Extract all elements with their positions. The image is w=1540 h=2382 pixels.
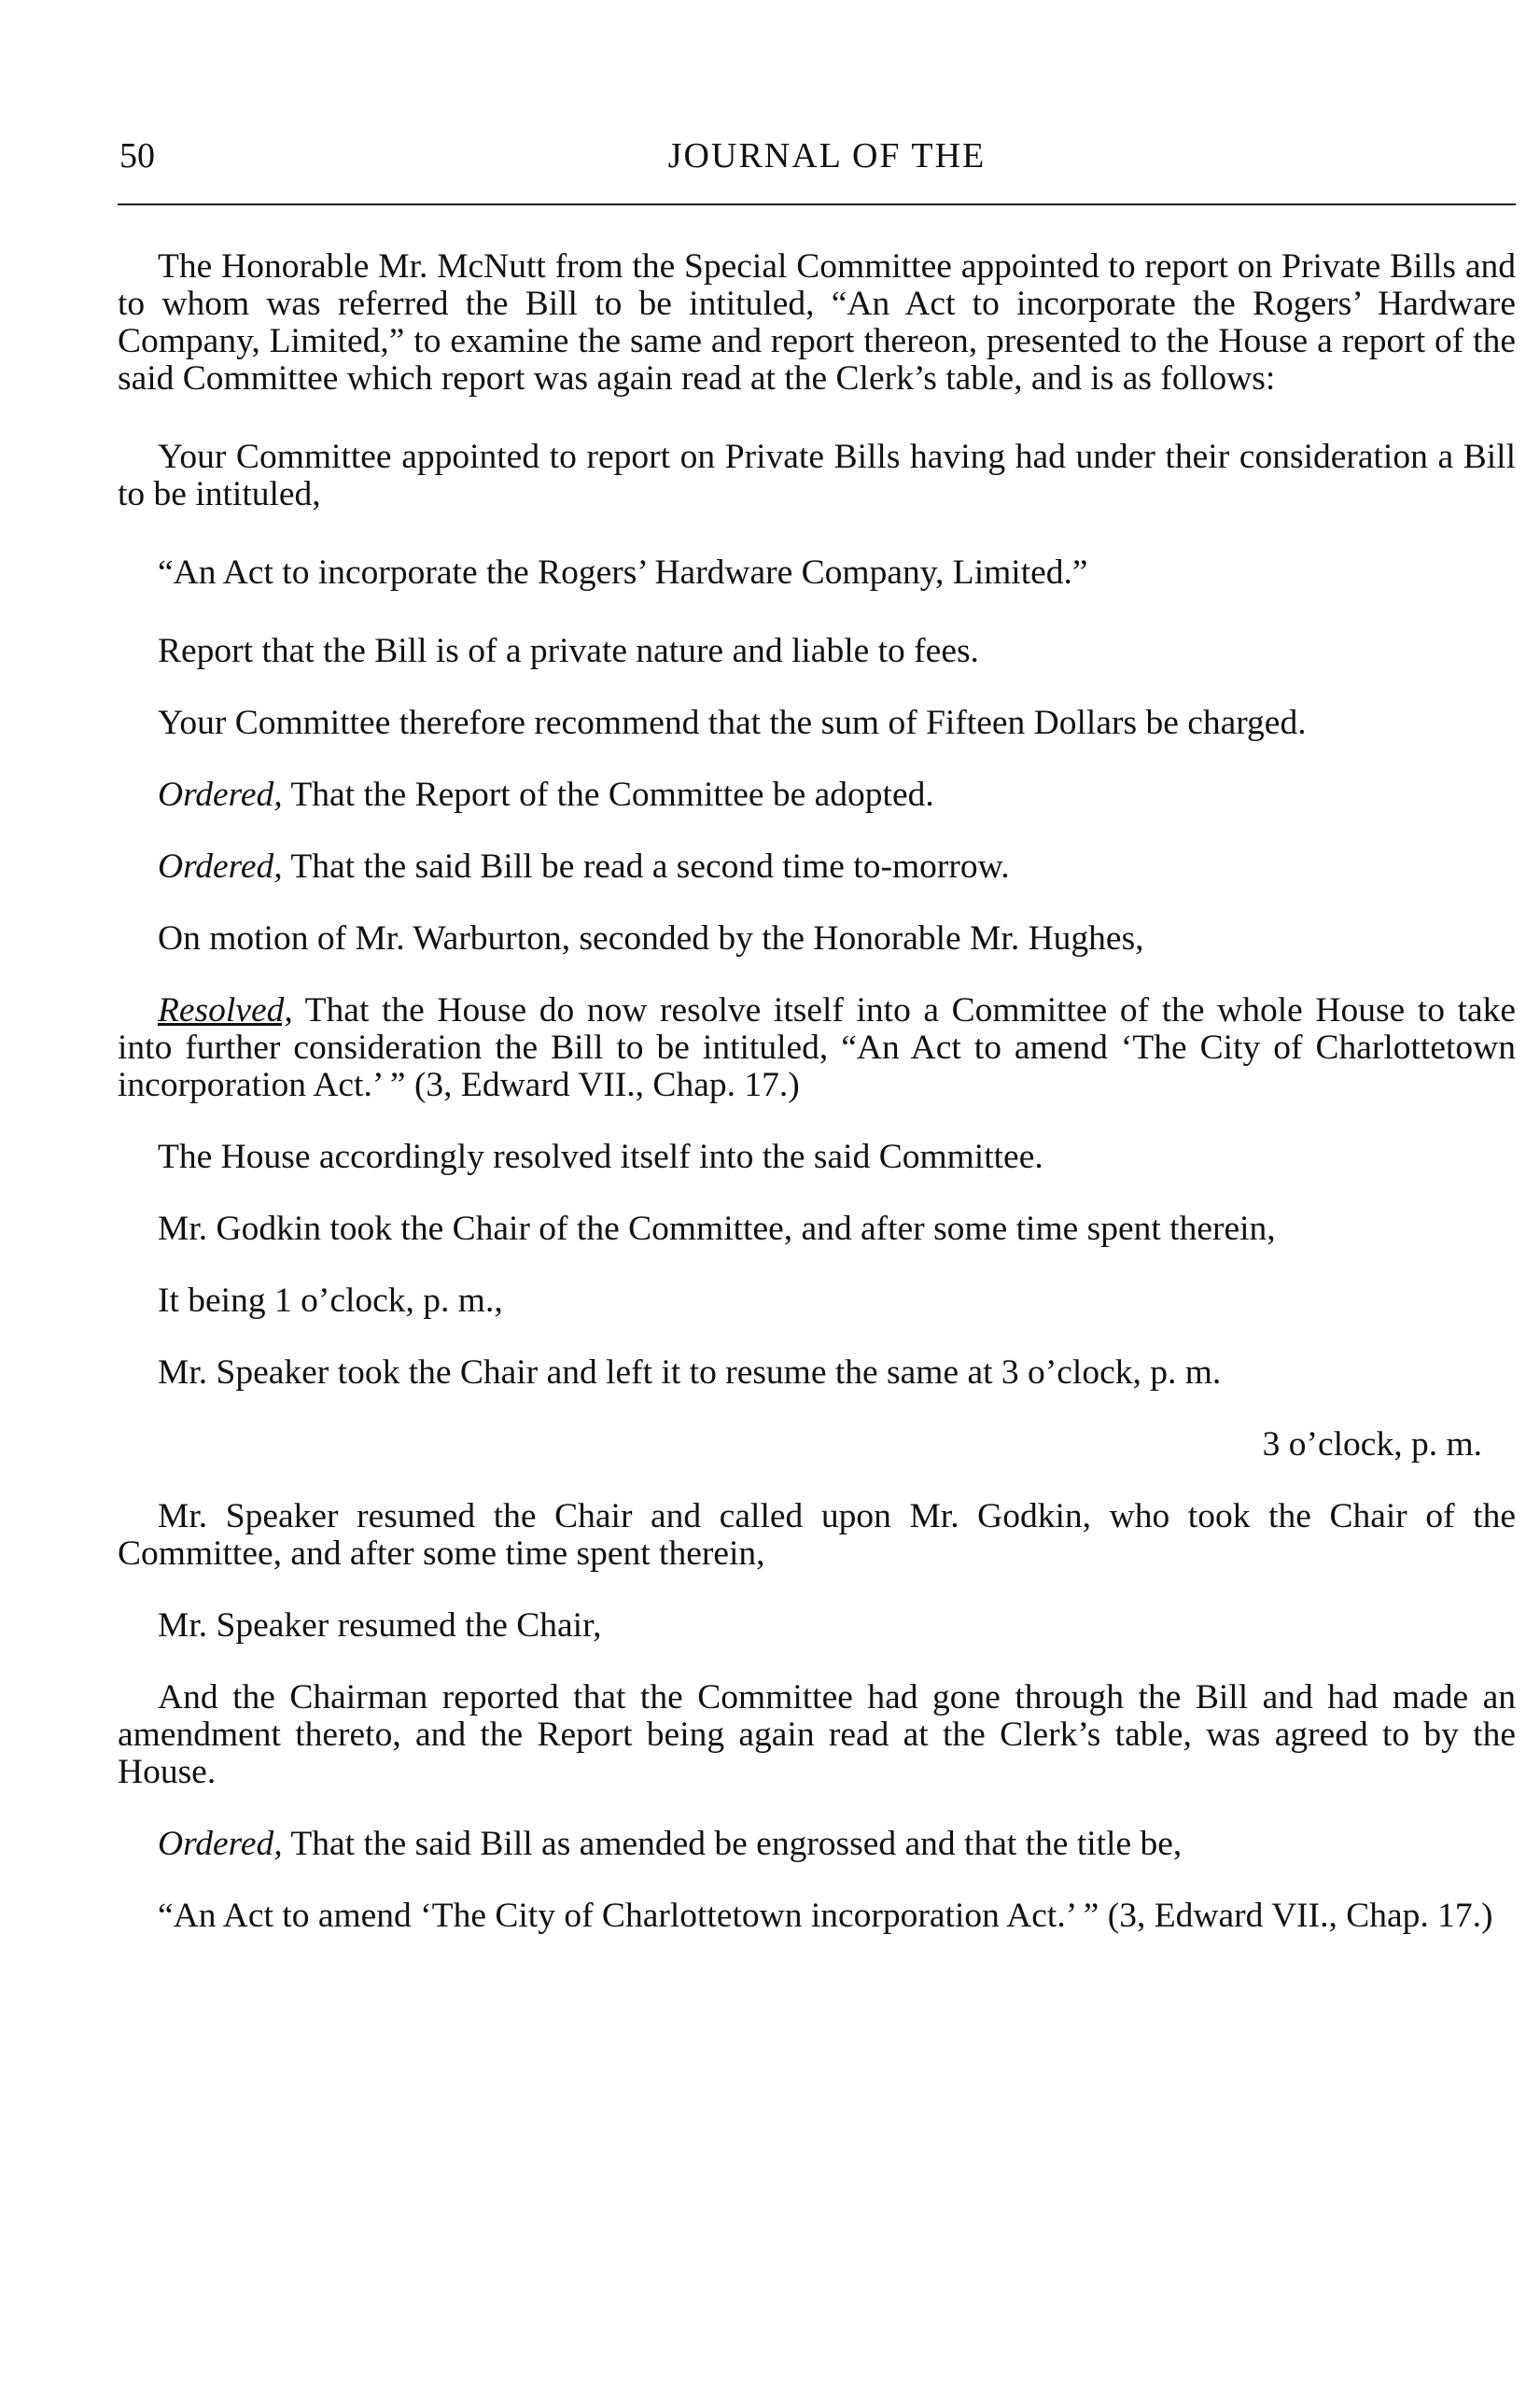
paragraph-report-fees: Report that the Bill is of a private nature and liable to fees.	[158, 632, 979, 670]
resolved-lead: Resolved,	[158, 991, 293, 1030]
paragraph-speaker-resumed: Mr. Speaker resumed the Chair,	[158, 1606, 602, 1645]
page-header	[118, 135, 1518, 191]
paragraph-recommend-sum: Your Committee therefore recommend that the sum of Fifteen Dollars be charged.	[158, 704, 1307, 742]
running-head: JOURNAL OF THE	[667, 136, 987, 175]
ordered-text: That the said Bill be read a second time to-morrow.	[282, 848, 1010, 886]
ordered-lead: Ordered,	[158, 848, 283, 886]
journal-text	[118, 248, 1516, 1935]
ordered-lead: Ordered,	[158, 1825, 283, 1863]
ordered-text: That the said Bill as amended be engrossed and that the title be,	[282, 1825, 1183, 1863]
header-rule	[118, 203, 1516, 205]
paragraph-one-oclock: It being 1 o’clock, p. m.,	[158, 1282, 503, 1320]
paragraph-ordered-adopted	[118, 777, 1516, 814]
paragraph-amended-title: “An Act to amend ‘The City of Charlottetown incorporation Act.’ ” (3, Edward VII., Chap. 17.)	[158, 1897, 1493, 1935]
paragraph-chairman-reported: And the Chairman reported that the Committee had gone through the Bill and had made an amendment thereto, and the Report being again read at the Clerk’s table, was agreed to by the House.	[118, 1678, 1516, 1791]
page-number: 50	[119, 136, 155, 175]
paragraph-resolved	[118, 992, 1516, 1104]
paragraph-three-oclock: 3 o’clock, p. m.	[1262, 1425, 1482, 1464]
paragraph-ordered-engrossed	[118, 1826, 1516, 1863]
paragraph-speaker-took-chair: Mr. Speaker took the Chair and left it to resume the same at 3 o’clock, p. m.	[158, 1353, 1222, 1392]
ordered-text: That the Report of the Committee be adopted.	[282, 776, 934, 814]
paragraph-godkin-chair: Mr. Godkin took the Chair of the Committee, and after some time spent therein,	[158, 1210, 1276, 1248]
paragraph-mcnutt-report: The Honorable Mr. McNutt from the Special Committee appointed to report on Private Bills and to whom was referred the Bill to be intituled, “An Act to incorporate the Rogers’ Hardware Company, Limited,” to examine the same and report thereon, presented to the House a report of the said Committee which report was again read at the Clerk’s table, and is as follows:	[118, 247, 1516, 398]
ordered-lead: Ordered,	[158, 776, 283, 814]
paragraph-speaker-resumed-called: Mr. Speaker resumed the Chair and called upon Mr. Godkin, who took the Chair of the Committee, and after some time spent therein,	[118, 1497, 1516, 1573]
paragraph-motion: On motion of Mr. Warburton, seconded by the Honorable Mr. Hughes,	[158, 919, 1144, 958]
paragraph-house-resolved: The House accordingly resolved itself into the said Committee.	[158, 1138, 1043, 1176]
paragraph-bill-title: “An Act to incorporate the Rogers’ Hardware Company, Limited.”	[158, 553, 1088, 592]
paragraph-ordered-second-reading	[118, 848, 1516, 886]
paragraph-committee-consideration: Your Committee appointed to report on Private Bills having had under their consideration a Bill to be intituled,	[118, 438, 1516, 513]
resolved-text: That the House do now resolve itself into a Committee of the whole House to take into further consideration the Bill to be intituled, “An Act to amend ‘The City of Charlottetown incorporation Act.’ ” (3, Edward VII., Chap. 17.)	[118, 991, 1516, 1104]
